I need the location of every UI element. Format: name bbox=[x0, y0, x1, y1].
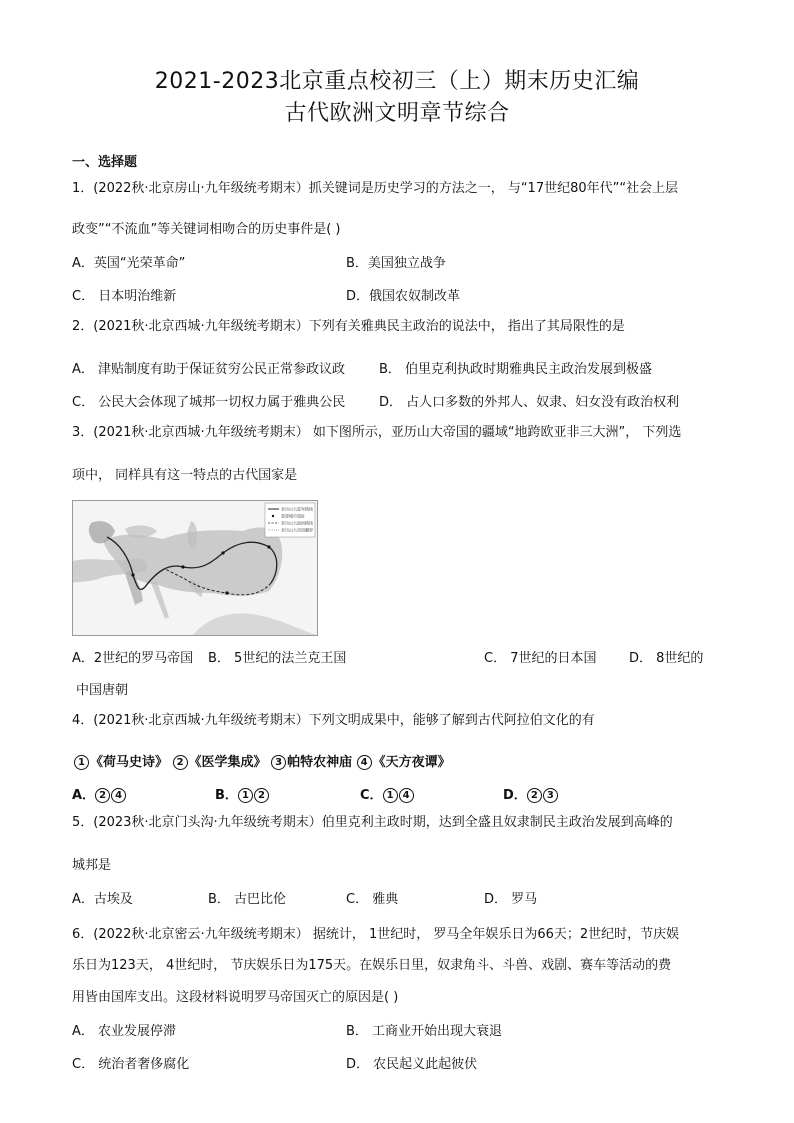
q6-option-c[interactable]: C． 统治者奢侈腐化 bbox=[72, 1057, 190, 1072]
section-heading: 一、选择题 bbox=[72, 155, 138, 170]
q3-stem-line1: 3．(2021秋·北京西城·九年级统考期末） 如下图所示，亚历山大帝国的疆域“地跨欧亚非三大洲”， 下列选 bbox=[72, 425, 682, 440]
q6-option-b[interactable]: B． 工商业开始出现大衰退 bbox=[346, 1024, 503, 1039]
q6-stem-line1: 6．(2022秋·北京密云·九年级统考期末） 据统计， 1世纪时， 罗马全年娱乐日为66天；2世纪时，节庆娱 bbox=[72, 927, 680, 942]
q4-item: 3 帕特农神庙 bbox=[271, 755, 352, 770]
q6-option-a[interactable]: A． 农业发展停滞 bbox=[72, 1024, 177, 1039]
map-legend-item: 亚历山大帝国疆界 bbox=[281, 527, 313, 533]
page-title: 2021-2023北京重点校初三（上）期末历史汇编 bbox=[154, 69, 640, 94]
q6-stem-line2: 乐日为123天， 4世纪时， 节庆娱乐日为175天。在娱乐日里，奴隶角斗、斗兽、戏剧、赛车等活动的费 bbox=[72, 958, 672, 973]
circled-number: 4 bbox=[357, 755, 372, 770]
circled-number: 2 bbox=[173, 755, 188, 770]
q5-option-a[interactable]: A．古埃及 bbox=[72, 892, 133, 907]
alexander-empire-map bbox=[72, 500, 318, 636]
q3-option-d-continuation: 中国唐朝 bbox=[76, 683, 129, 698]
q5-stem-line1: 5．(2023秋·北京门头沟·九年级统考期末）伯里克利主政时期，达到全盛且奴隶制民主政治发展到高峰的 bbox=[72, 815, 673, 830]
q2-option-c[interactable]: C． 公民大会体现了城邦一切权力属于雅典公民 bbox=[72, 395, 346, 410]
q1-stem-line1: 1．(2022秋·北京房山·九年级统考期末）抓关键词是历史学习的方法之一， 与“17世纪80年代”“社会上层 bbox=[72, 181, 679, 196]
circled-number: 3 bbox=[271, 755, 286, 770]
q4-stem: 4．(2021秋·北京西城·九年级统考期末）下列文明成果中，能够了解到古代阿拉伯文化的有 bbox=[72, 713, 595, 728]
q3-stem-line2: 项中， 同样具有这一特点的古代国家是 bbox=[72, 468, 298, 483]
map-legend-item: 亚历山大进军路线 bbox=[281, 506, 313, 512]
q2-option-b[interactable]: B． 伯里克利执政时期雅典民主政治发展到极盛 bbox=[379, 362, 653, 377]
q5-option-d[interactable]: D． 罗马 bbox=[484, 892, 538, 907]
q2-option-d[interactable]: D． 占人口多数的外邦人、奴隶、妇女没有政治权利 bbox=[379, 395, 680, 410]
q4-option-c[interactable]: C． 1 4 bbox=[360, 787, 415, 805]
q3-option-d[interactable]: D． 8世纪的 bbox=[629, 651, 704, 666]
circled-number: 1 bbox=[74, 755, 89, 770]
q5-option-c[interactable]: C． 雅典 bbox=[346, 892, 399, 907]
q3-option-a[interactable]: A．2世纪的罗马帝国 bbox=[72, 651, 194, 666]
q4-option-a[interactable]: A． 2 4 bbox=[72, 787, 127, 805]
q6-option-d[interactable]: D． 农民起义此起彼伏 bbox=[346, 1057, 478, 1072]
map-legend-item: 亚历山大返回路线 bbox=[281, 520, 313, 526]
q4-item: 2 《医学集成》 bbox=[173, 755, 267, 770]
q1-option-d[interactable]: D．俄国农奴制改革 bbox=[346, 289, 461, 304]
q4-items bbox=[74, 754, 451, 772]
q6-stem-line3: 用皆由国库支出。这段材料说明罗马帝国灭亡的原因是( ) bbox=[72, 990, 399, 1005]
q2-option-a[interactable]: A． 津贴制度有助于保证贫穷公民正常参政议政 bbox=[72, 362, 346, 377]
q2-stem: 2．(2021秋·北京西城·九年级统考期末）下列有关雅典民主政治的说法中， 指出了其局限性的是 bbox=[72, 319, 625, 334]
q3-option-b[interactable]: B． 5世纪的法兰克王国 bbox=[208, 651, 347, 666]
q4-option-b[interactable]: B． 1 2 bbox=[215, 787, 270, 805]
map-legend-item: 重要城市遗址 bbox=[281, 513, 305, 519]
page-subtitle: 古代欧洲文明章节综合 bbox=[284, 101, 510, 126]
q1-stem-line2: 政变”“不流血”等关键词相吻合的历史事件是( ) bbox=[72, 222, 341, 237]
q3-option-c[interactable]: C． 7世纪的日本国 bbox=[484, 651, 597, 666]
q4-item: 4 《天方夜谭》 bbox=[357, 755, 451, 770]
q1-option-c[interactable]: C． 日本明治维新 bbox=[72, 289, 177, 304]
q4-item: 1 《荷马史诗》 bbox=[74, 755, 168, 770]
q5-stem-line2: 城邦是 bbox=[72, 858, 112, 873]
q4-option-d[interactable]: D． 2 3 bbox=[503, 787, 559, 805]
q5-option-b[interactable]: B． 古巴比伦 bbox=[208, 892, 287, 907]
q1-option-b[interactable]: B．美国独立战争 bbox=[346, 256, 446, 271]
q1-option-a[interactable]: A．英国“光荣革命” bbox=[72, 256, 186, 271]
